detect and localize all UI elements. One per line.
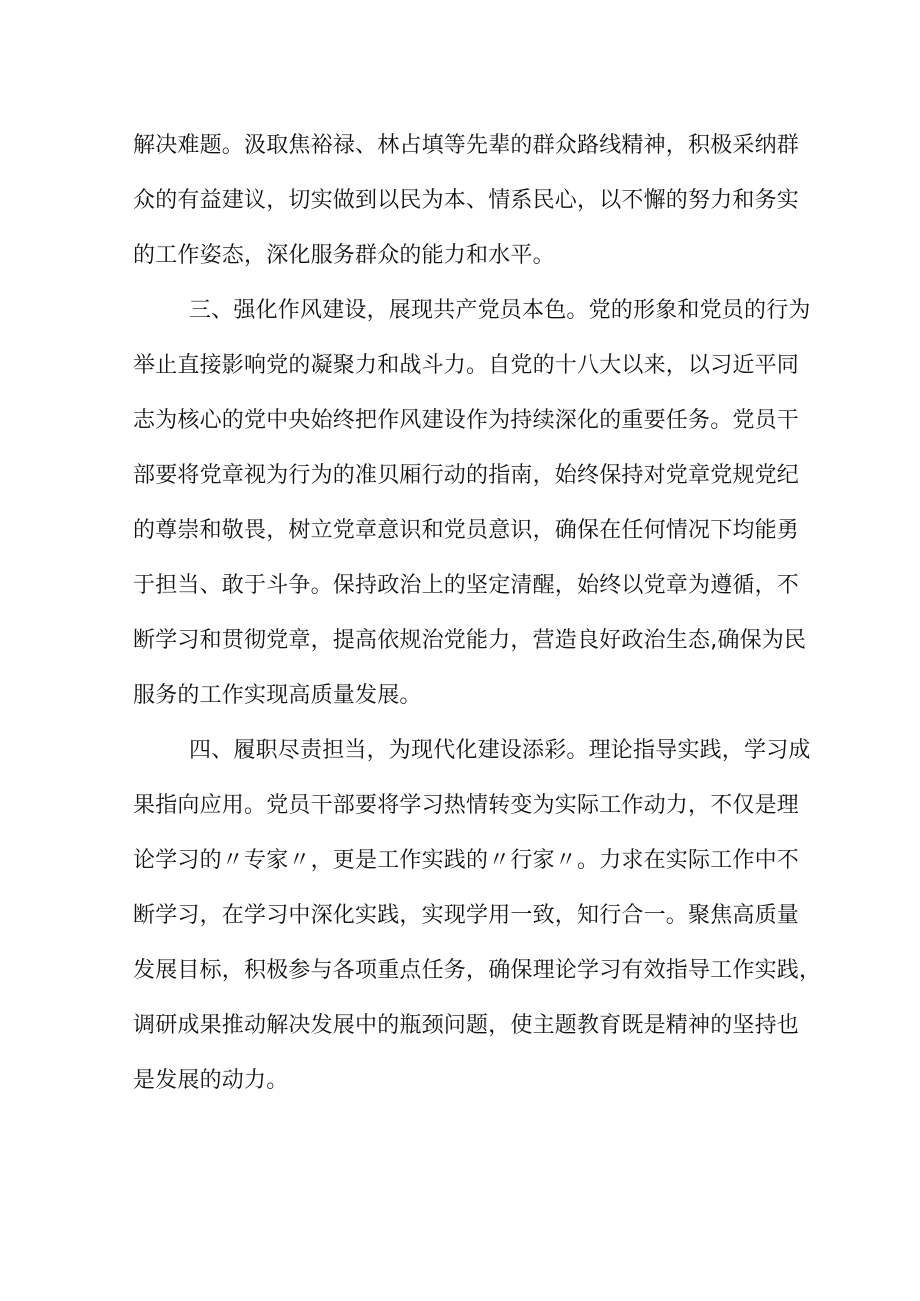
text-line: 服务的工作实现高质量发展。 [133, 683, 422, 708]
text-line: 部要将党章视为行为的准贝厢行动的指南，始终保持对党章党规党纪 [133, 463, 800, 488]
text-line: 发展目标，积极参与各项重点任务，确保理论学习有效指导工作实践， [133, 958, 822, 983]
paragraph-3 [133, 723, 822, 1108]
text-line: 论学习的〃专家〃，更是工作实践的〃行家〃。力求在实际工作中不 [133, 848, 800, 873]
text-line: 是发展的动力。 [133, 1068, 289, 1093]
paragraph-1 [133, 118, 800, 283]
text-line: 众的有益建议，切实做到以民为本、情系民心，以不懈的努力和务实 [133, 188, 800, 213]
text-line: 于担当、敢于斗争。保持政治上的坚定清醒，始终以党章为遵循，不 [133, 573, 800, 598]
text-line: 志为核心的党中央始终把作风建设作为持续深化的重要任务。党员干 [133, 408, 800, 433]
text-line: 三、强化作风建设，展现共产党员本色。党的形象和党员的行为 [189, 298, 811, 323]
text-line: 解决难题。汲取焦裕禄、林占填等先辈的群众路线精神，积极采纳群 [133, 133, 800, 158]
document-body [133, 118, 822, 1108]
text-line: 的尊崇和敬畏，树立党章意识和党员意识，确保在任何情况下均能勇 [133, 518, 800, 543]
text-line: 断学习和贯彻党章，提高依规治党能力，营造良好政治生态,确保为民 [133, 628, 807, 653]
text-line: 调研成果推动解决发展中的瓶颈问题，使主题教育既是精神的坚持也 [133, 1013, 800, 1038]
text-line: 断学习，在学习中深化实践，实现学用一致，知行合一。聚焦高质量 [133, 903, 800, 928]
text-line: 果指向应用。党员干部要将学习热情转变为实际工作动力，不仅是理 [133, 793, 800, 818]
paragraph-2 [133, 283, 811, 723]
text-line: 举止直接影响党的凝聚力和战斗力。自党的十八大以来，以习近平同 [133, 353, 800, 378]
text-line: 的工作姿态，深化服务群众的能力和水平。 [133, 243, 555, 268]
text-line: 四、履职尽责担当，为现代化建设添彩。理论指导实践，学习成 [189, 738, 811, 763]
